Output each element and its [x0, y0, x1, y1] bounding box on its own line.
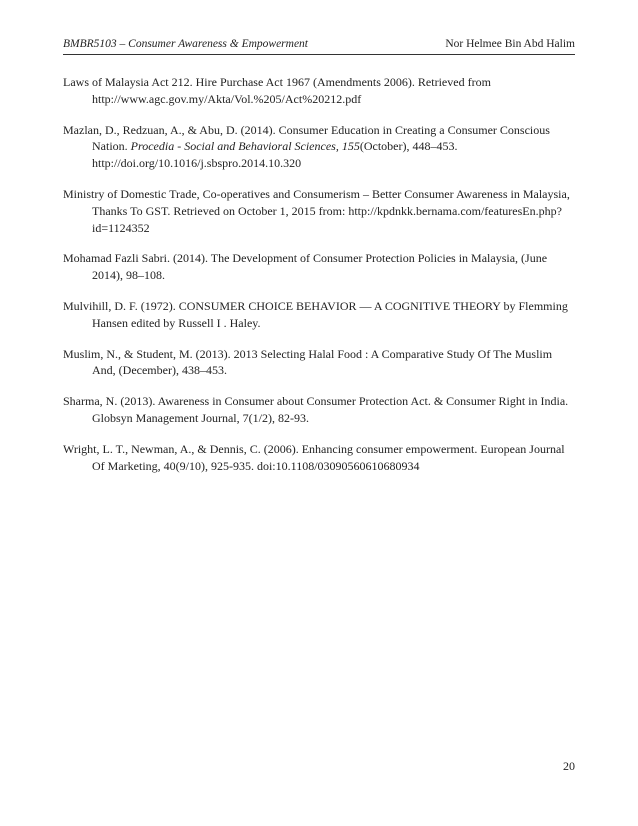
- reference-entry: Sharma, N. (2013). Awareness in Consumer about Consumer Protection Act. & Consumer Right in India. Globsyn Management Journal, 7(1/2), 82-93.: [63, 394, 569, 425]
- page-header: [63, 36, 575, 55]
- reference-entry: Muslim, N., & Student, M. (2013). 2013 Selecting Halal Food : A Comparative Study Of The Muslim And, (December), 438–453.: [63, 346, 553, 378]
- reference-entry: Mulvihill, D. F. (1972). CONSUMER CHOICE BEHAVIOR — A COGNITIVE THEORY by Flemming Hansen edited by Russell I . Haley.: [63, 298, 568, 330]
- reference-entry: Ministry of Domestic Trade, Co-operatives and Consumerism – Better Consumer Awareness in Malaysia, Thanks To GST. Retrieved on October 1, 2015 from: http://kpdnkk.bernama.com/featuresEn.php?id=1124352: [63, 186, 570, 235]
- reference-entry: Wright, L. T., Newman, A., & Dennis, C. (2006). Enhancing consumer empowerment. European Journal Of Marketing, 40(9/10), 925-935. doi:10.1108/03090560610680934: [63, 441, 565, 473]
- header-course-title: BMBR5103 – Consumer Awareness & Empowerment: [63, 38, 308, 50]
- reference-entry: Mazlan, D., Redzuan, A., & Abu, D. (2014). Consumer Education in Creating a Consumer Conscious Nation. Procedia - Social and Behavioral Sciences, 155(October), 448–453. http://doi.org/10.1016/j.sbspro.2014.10.320: [63, 122, 550, 171]
- reference-entry: Mohamad Fazli Sabri. (2014). The Development of Consumer Protection Policies in Malaysia, (June 2014), 98–108.: [63, 251, 548, 283]
- page-number: 20: [563, 759, 575, 773]
- reference-list: [63, 74, 575, 488]
- header-author: Nor Helmee Bin Abd Halim: [445, 38, 575, 50]
- reference-entry: Laws of Malaysia Act 212. Hire Purchase Act 1967 (Amendments 2006). Retrieved from http://www.agc.gov.my/Akta/Vol.%205/Act%20212.pdf: [63, 75, 491, 106]
